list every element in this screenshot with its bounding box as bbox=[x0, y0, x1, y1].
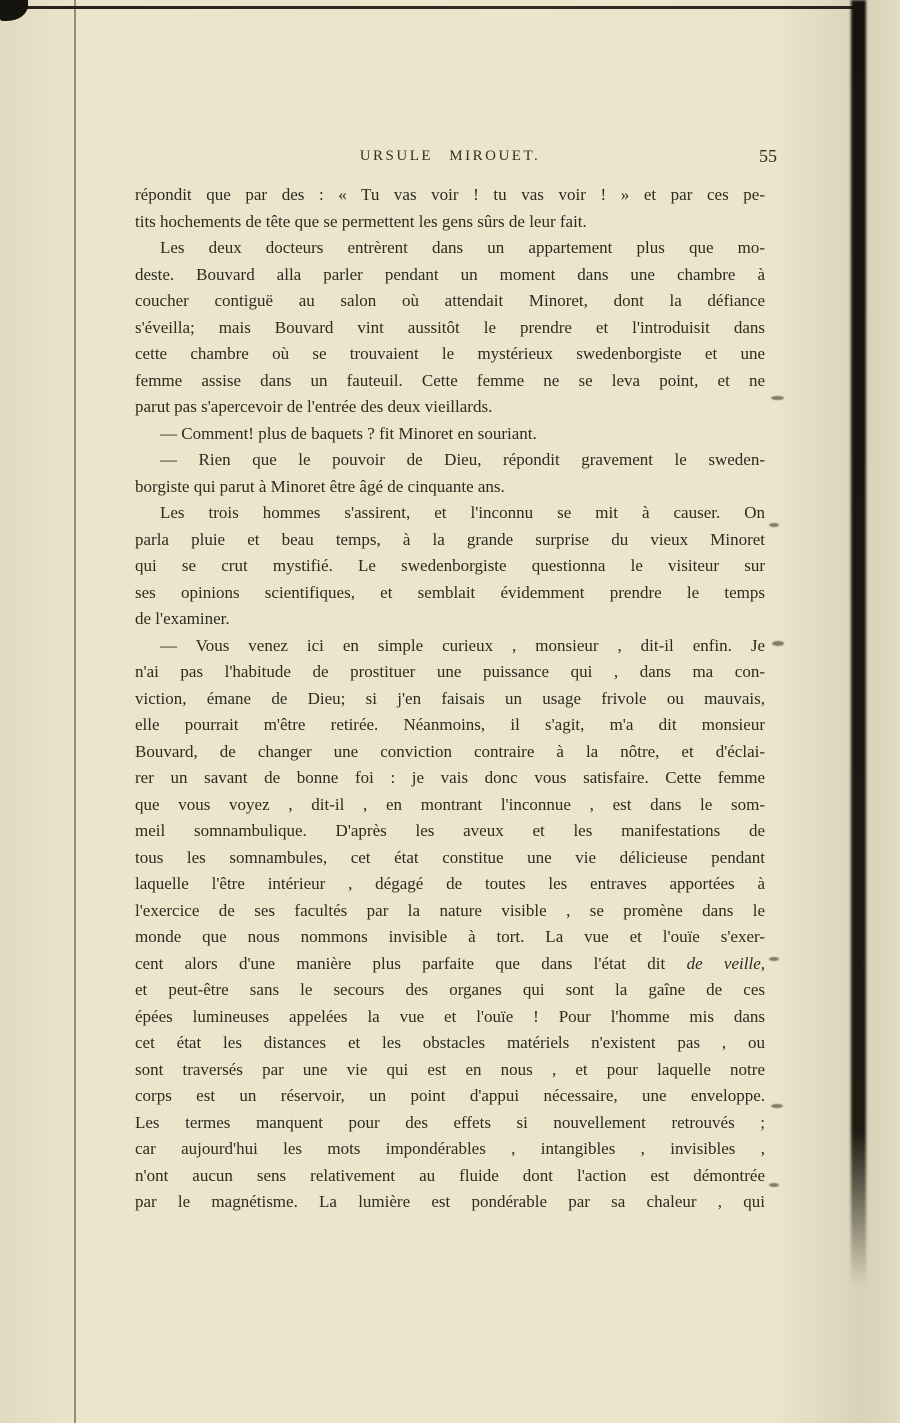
text-line: sont traversés par une vie qui est en nous , et pour laquelle notre bbox=[135, 1059, 765, 1079]
text-line: corps est un réservoir, un point d'appui nécessaire, une enveloppe. bbox=[135, 1086, 765, 1105]
text-line: n'ai pas l'habitude de prostituer une puissance qui , dans ma con- bbox=[135, 662, 765, 681]
scan-top-edge-line bbox=[0, 6, 858, 9]
text-line: de l'examiner. bbox=[135, 609, 230, 628]
text-line: cet état les distances et les obstacles matériels n'existent pas , ou bbox=[135, 1033, 765, 1052]
text-line: — Vous venez ici en simple curieux , monsieur , dit-il enfin. Je bbox=[160, 635, 765, 655]
text-line: l'exercice de ses facultés par la nature visible , se promène dans le bbox=[135, 900, 765, 920]
text-line: répondit que par des : « Tu vas voir ! tu vas voir ! » et par ces pe- bbox=[135, 185, 765, 204]
text-line: Bouvard, de changer une conviction contraire à la nôtre, et d'éclai- bbox=[135, 741, 765, 761]
text-line: — Rien que le pouvoir de Dieu, répondit gravement le sweden- bbox=[160, 450, 765, 469]
text-line: coucher contiguë au salon où attendait Minoret, dont la défiance bbox=[135, 291, 765, 310]
text-block bbox=[135, 182, 765, 1216]
text-segment: cent alors d'une manière plus parfaite que dans l'état dit bbox=[135, 953, 687, 973]
text-line: cette chambre où se trouvaient le mystérieux swedenborgiste et une bbox=[135, 344, 765, 363]
text-line: tous les somnambules, cet état constitue une vie délicieuse pendant bbox=[135, 847, 765, 867]
ink-smudge bbox=[769, 957, 779, 961]
ink-smudge bbox=[771, 396, 784, 400]
text-line: tits hochements de tête que se permettent les gens sûrs de leur fait. bbox=[135, 211, 587, 231]
text-line: n'ont aucun sens relativement au fluide dont l'action est démontrée bbox=[135, 1165, 765, 1185]
text-line: car aujourd'hui les mots impondérables , intangibles , invisibles , bbox=[135, 1139, 765, 1158]
text-line: ses opinions scientifiques, et semblait évidemment prendre le temps bbox=[135, 582, 765, 602]
text-line: viction, émane de Dieu; si j'en faisais un usage frivole ou mauvais, bbox=[135, 688, 765, 708]
text-line: deste. Bouvard alla parler pendant un moment dans une chambre à bbox=[135, 264, 765, 284]
text-line: par le magnétisme. La lumière est pondérable par sa chaleur , qui bbox=[135, 1192, 765, 1211]
text-line: Les trois hommes s'assirent, et l'inconnu se mit à causer. On bbox=[160, 503, 765, 522]
text-line: parut pas s'apercevoir de l'entrée des deux vieillards. bbox=[135, 397, 493, 416]
italic-phrase: de veille, bbox=[686, 953, 765, 973]
scan-left-edge-line bbox=[74, 0, 76, 1423]
text-line: s'éveilla; mais Bouvard vint aussitôt le prendre et l'introduisit dans bbox=[135, 317, 765, 337]
text-line: Les deux docteurs entrèrent dans un appartement plus que mo- bbox=[160, 238, 765, 257]
text-line: meil somnambulique. D'après les aveux et les manifestations de bbox=[135, 821, 765, 840]
text-line: monde que nous nommons invisible à tort. La vue et l'ouïe s'exer- bbox=[135, 927, 765, 946]
page-header bbox=[135, 146, 777, 172]
scan-corner-mark bbox=[0, 0, 28, 21]
running-title: URSULE MIROUET. bbox=[359, 148, 541, 164]
text-line: femme assise dans un fauteuil. Cette femme ne se leva point, et ne bbox=[135, 370, 765, 390]
text-line: parla pluie et beau temps, à la grande surprise du vieux Minoret bbox=[135, 529, 765, 549]
text-line bbox=[135, 951, 765, 978]
text-line: laquelle l'être intérieur , dégagé de toutes les entraves apportées à bbox=[135, 874, 765, 893]
text-line: — Comment! plus de baquets ? fit Minoret en souriant. bbox=[160, 423, 537, 443]
text-line: épées lumineuses appelées la vue et l'ouïe ! Pour l'homme mis dans bbox=[135, 1006, 765, 1026]
text-line: Les termes manquent pour des effets si nouvellement retrouvés ; bbox=[135, 1112, 765, 1132]
text-line: borgiste qui parut à Minoret être âgé de cinquante ans. bbox=[135, 476, 505, 496]
text-line: et peut-être sans le secours des organes qui sont la gaîne de ces bbox=[135, 980, 765, 999]
ink-smudge bbox=[769, 1183, 779, 1187]
ink-smudge bbox=[769, 523, 779, 527]
ink-smudge bbox=[772, 641, 784, 646]
page-number: 55 bbox=[759, 146, 777, 166]
text-line: qui se crut mystifié. Le swedenborgiste questionna le visiteur sur bbox=[135, 556, 765, 575]
text-line: elle pourrait m'être retirée. Néanmoins, il s'agit, m'a dit monsieur bbox=[135, 715, 765, 734]
scan-gutter-shadow bbox=[851, 0, 866, 1285]
text-line: que vous voyez , dit-il , en montrant l'inconnue , est dans le som- bbox=[135, 794, 765, 814]
ink-smudge bbox=[771, 1104, 783, 1108]
text-line: rer un savant de bonne foi : je vais donc vous satisfaire. Cette femme bbox=[135, 768, 765, 787]
